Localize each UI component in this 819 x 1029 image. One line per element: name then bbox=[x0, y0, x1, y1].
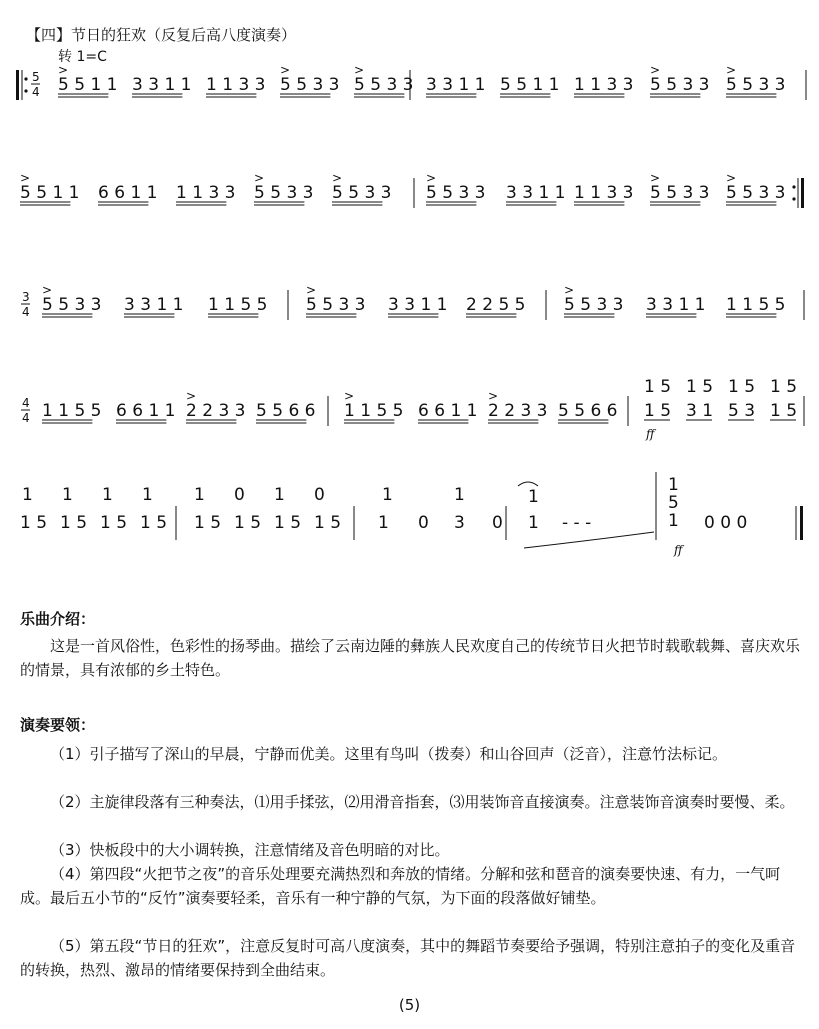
final-chord-note: 1 bbox=[668, 511, 679, 531]
note-group: 1 1 5 5 bbox=[344, 401, 404, 421]
dynamic-ff-final: ff bbox=[674, 543, 683, 557]
accent-mark: > bbox=[254, 171, 265, 185]
accent-mark: > bbox=[726, 63, 737, 77]
upper-note: 1 bbox=[194, 485, 205, 505]
note-group: 1 1 3 3 bbox=[574, 183, 634, 203]
upper-note: 1 bbox=[62, 485, 73, 505]
repeat-start-sign bbox=[16, 70, 28, 100]
upper-note: 1 bbox=[102, 485, 113, 505]
note-group: 3 3 1 1 bbox=[388, 295, 448, 315]
accent-mark: > bbox=[306, 283, 317, 297]
accent-mark: > bbox=[488, 389, 499, 403]
note-group: 5 5 3 3 bbox=[280, 75, 340, 95]
accent-mark: > bbox=[354, 63, 365, 77]
note-group: 1 1 3 3 bbox=[176, 183, 236, 203]
score-row-5-svg bbox=[14, 466, 810, 560]
note-group: 6 6 1 1 bbox=[98, 183, 158, 203]
lower-note: 1 5 bbox=[20, 513, 48, 533]
lower-note: 1 5 bbox=[234, 513, 262, 533]
note-group: 3 3 1 1 bbox=[426, 75, 486, 95]
accent-mark: > bbox=[280, 63, 291, 77]
lower-note: 1 5 bbox=[60, 513, 88, 533]
note-group: 5 5 3 3 bbox=[726, 75, 786, 95]
tie-arc bbox=[524, 532, 654, 548]
chord-upper: 1 5 bbox=[728, 377, 756, 397]
score-row-5 bbox=[14, 466, 810, 560]
tip-item-3: （3）快板段中的大小调转换，注意情绪及音色明暗的对比。 bbox=[50, 841, 450, 859]
time-sig-numerator: 3 bbox=[22, 290, 30, 304]
note-group: 5 5 3 3 bbox=[426, 183, 486, 203]
note-group: 5 5 1 1 bbox=[20, 183, 80, 203]
time-sig-denominator: 4 bbox=[22, 305, 30, 319]
lower-note: 1 5 bbox=[314, 513, 342, 533]
accent-mark: > bbox=[650, 63, 661, 77]
chord-lower: 1 5 bbox=[644, 401, 672, 421]
dynamic-ff: ff bbox=[646, 427, 655, 441]
note-group: 5 5 1 1 bbox=[58, 75, 118, 95]
accent-mark: > bbox=[186, 389, 197, 403]
lower-note: 1 5 bbox=[194, 513, 222, 533]
score-row-3-svg bbox=[14, 282, 810, 330]
intro-paragraph: 这是一首风俗性，色彩性的扬琴曲。描绘了云南边陲的彝族人民欢度自己的传统节日火把节时载歌载舞、喜庆欢乐的情景，具有浓郁的乡土特色。 bbox=[20, 637, 801, 679]
repeat-end-sign bbox=[792, 178, 804, 208]
score-row-1 bbox=[14, 62, 810, 110]
note-group: 1 1 3 3 bbox=[206, 75, 266, 95]
note-group: 2 2 3 3 bbox=[488, 401, 548, 421]
held-dashes: - - - bbox=[562, 513, 592, 533]
note-group: 5 5 3 3 bbox=[332, 183, 392, 203]
accent-mark: > bbox=[650, 171, 661, 185]
final-bar-line bbox=[796, 506, 803, 540]
time-sig-denominator: 4 bbox=[32, 85, 40, 99]
note-group: 5 5 3 3 bbox=[564, 295, 624, 315]
tip-item-1: （1）引子描写了深山的早晨，宁静而优美。这里有鸟叫（拨奏）和山谷回声（泛音），注意竹法标记。 bbox=[50, 745, 728, 763]
note-group: 5 5 3 3 bbox=[726, 183, 786, 203]
lower-note: 1 bbox=[378, 513, 389, 533]
note-group: 3 3 1 1 bbox=[646, 295, 706, 315]
note-group: 1 1 5 5 bbox=[726, 295, 786, 315]
fermata bbox=[518, 482, 538, 486]
lower-note: 0 bbox=[492, 513, 503, 533]
lower-note: 1 5 bbox=[140, 513, 168, 533]
accent-mark: > bbox=[426, 171, 437, 185]
page-number: (5) bbox=[398, 996, 421, 1014]
accent-mark: > bbox=[564, 283, 575, 297]
chord-upper: 1 5 bbox=[644, 377, 672, 397]
score-row-4 bbox=[14, 370, 810, 444]
chord-upper: 1 5 bbox=[770, 377, 798, 397]
note-group: 1 1 5 5 bbox=[208, 295, 268, 315]
note-group: 1 1 3 3 bbox=[574, 75, 634, 95]
accent-mark: > bbox=[332, 171, 343, 185]
chord-lower: 1 5 bbox=[770, 401, 798, 421]
note-group: 3 3 1 1 bbox=[124, 295, 184, 315]
upper-note: 1 bbox=[142, 485, 153, 505]
time-sig-denominator: 4 bbox=[22, 411, 30, 425]
note-group: 5 5 3 3 bbox=[650, 183, 710, 203]
chord-lower: 5 3 bbox=[728, 401, 756, 421]
note-group: 3 3 1 1 bbox=[506, 183, 566, 203]
upper-note: 1 bbox=[22, 485, 33, 505]
time-sig-numerator: 5 bbox=[32, 70, 40, 84]
upper-note: 0 bbox=[314, 485, 325, 505]
note-group: 5 5 3 3 bbox=[254, 183, 314, 203]
section-title: 【四】节日的狂欢（反复后高八度演奏） bbox=[26, 26, 297, 44]
upper-note: 1 bbox=[274, 485, 285, 505]
score-row-3 bbox=[14, 282, 810, 330]
final-rests: 0 0 0 bbox=[704, 513, 748, 533]
lower-note: 1 5 bbox=[100, 513, 128, 533]
time-sig-numerator: 4 bbox=[22, 396, 30, 410]
accent-mark: > bbox=[42, 283, 53, 297]
chord-lower: 3 1 bbox=[686, 401, 714, 421]
score-row-2-svg bbox=[14, 170, 810, 218]
upper-note: 0 bbox=[234, 485, 245, 505]
lower-note: 0 bbox=[418, 513, 429, 533]
tip-item-5: （5）第五段“节日的狂欢”，注意反复时可高八度演奏，其中的舞蹈节奏要给予强调，特别注意拍子的变化及重音的转换，热烈、激昂的情绪要保持到全曲结束。 bbox=[20, 937, 796, 979]
accent-mark: > bbox=[20, 171, 31, 185]
note-group: 3 3 1 1 bbox=[132, 75, 192, 95]
note-group: 2 2 5 5 bbox=[466, 295, 526, 315]
tremolo-note-lower: 1 bbox=[528, 513, 539, 533]
note-group: 5 5 3 3 bbox=[354, 75, 414, 95]
note-group: 5 5 3 3 bbox=[306, 295, 366, 315]
intro-heading: 乐曲介绍： bbox=[20, 610, 96, 628]
note-group: 2 2 3 3 bbox=[186, 401, 246, 421]
tip-item-2: （2）主旋律段落有三种奏法，⑴用手揉弦，⑵用滑音指套，⑶用装饰音直接演奏。注意装饰音演奏时要慢、柔。 bbox=[50, 793, 795, 811]
score-row-2 bbox=[14, 170, 810, 218]
chord-upper: 1 5 bbox=[686, 377, 714, 397]
final-chord-note: 1 bbox=[668, 475, 679, 495]
accent-mark: > bbox=[726, 171, 737, 185]
final-chord-note: 5 bbox=[668, 493, 679, 513]
note-group: 5 5 6 6 bbox=[256, 401, 316, 421]
tips-heading: 演奏要领： bbox=[20, 716, 96, 734]
score-row-1-svg bbox=[14, 62, 810, 110]
score-row-4-svg bbox=[14, 370, 810, 444]
key-change-marking: 转 1=C bbox=[58, 49, 107, 65]
note-group: 5 5 3 3 bbox=[650, 75, 710, 95]
note-group: 5 5 3 3 bbox=[42, 295, 102, 315]
accent-mark: > bbox=[344, 389, 355, 403]
accent-mark: > bbox=[58, 63, 69, 77]
lower-note: 1 5 bbox=[274, 513, 302, 533]
note-group: 1 1 5 5 bbox=[42, 401, 102, 421]
note-group: 5 5 6 6 bbox=[558, 401, 618, 421]
note-group: 5 5 1 1 bbox=[500, 75, 560, 95]
lower-note: 3 bbox=[454, 513, 465, 533]
upper-note: 1 bbox=[454, 485, 465, 505]
note-group: 6 6 1 1 bbox=[116, 401, 176, 421]
note-group: 6 6 1 1 bbox=[418, 401, 478, 421]
tip-item-4: （4）第四段“火把节之夜”的音乐处理要充满热烈和奔放的情绪。分解和弦和琶音的演奏要快速、有力，一气呵成。最后五小节的“反竹”演奏要轻柔，音乐有一种宁静的气氛，为下面的段落做好铺垫。 bbox=[20, 865, 781, 907]
upper-note: 1 bbox=[382, 485, 393, 505]
tremolo-note-upper: 1 bbox=[528, 487, 539, 507]
